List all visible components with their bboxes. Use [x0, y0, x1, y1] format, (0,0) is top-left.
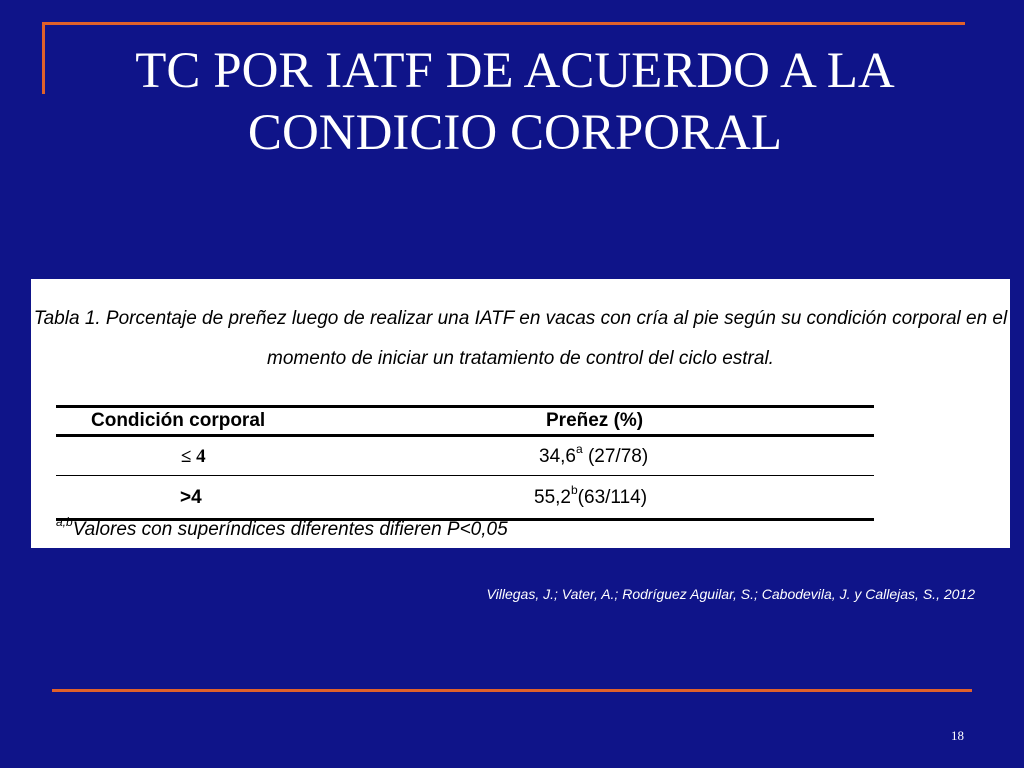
table-footnote — [56, 515, 508, 541]
header-rule — [56, 434, 874, 437]
row-2-value: 55,2 — [534, 487, 571, 508]
bottom-accent-line — [52, 689, 972, 692]
footnote-sup: a,b — [56, 515, 73, 529]
footnote-text: Valores con superíndices diferentes difieren P<0,05 — [72, 519, 508, 540]
row-divider — [56, 475, 874, 476]
top-accent-line — [42, 22, 965, 25]
citation: Villegas, J.; Vater, A.; Rodríguez Aguilar, S.; Cabodevila, J. y Callejas, S., 2012 — [486, 586, 975, 602]
row-2-sup: b — [570, 483, 578, 497]
row-2-pregnancy — [534, 483, 648, 509]
table-panel — [31, 279, 1010, 548]
row-1-condition: ≤ 4 — [181, 446, 206, 467]
left-accent-line — [42, 22, 45, 94]
page-number: 18 — [951, 728, 964, 743]
row-1-count: (27/78) — [582, 446, 649, 467]
row-1-sup: a — [575, 442, 583, 456]
row-2-count: (63/114) — [577, 487, 648, 508]
header-pregnancy: Preñez (%) — [546, 410, 644, 431]
table-caption: Tabla 1. Porcentaje de preñez luego de realizar una IATF en vacas con cría al pie según su condición corporal en el momento de iniciar un tratamiento de control del ciclo estral. — [33, 308, 1008, 369]
header-condition: Condición corporal — [91, 410, 266, 431]
row-1-value: 34,6 — [539, 446, 576, 467]
row-2-condition: >4 — [180, 487, 202, 508]
slide-title: TC POR IATF DE ACUERDO A LA CONDICIO CORPORAL — [135, 43, 895, 161]
row-1-pregnancy — [539, 442, 649, 468]
table-top-rule — [56, 405, 874, 408]
